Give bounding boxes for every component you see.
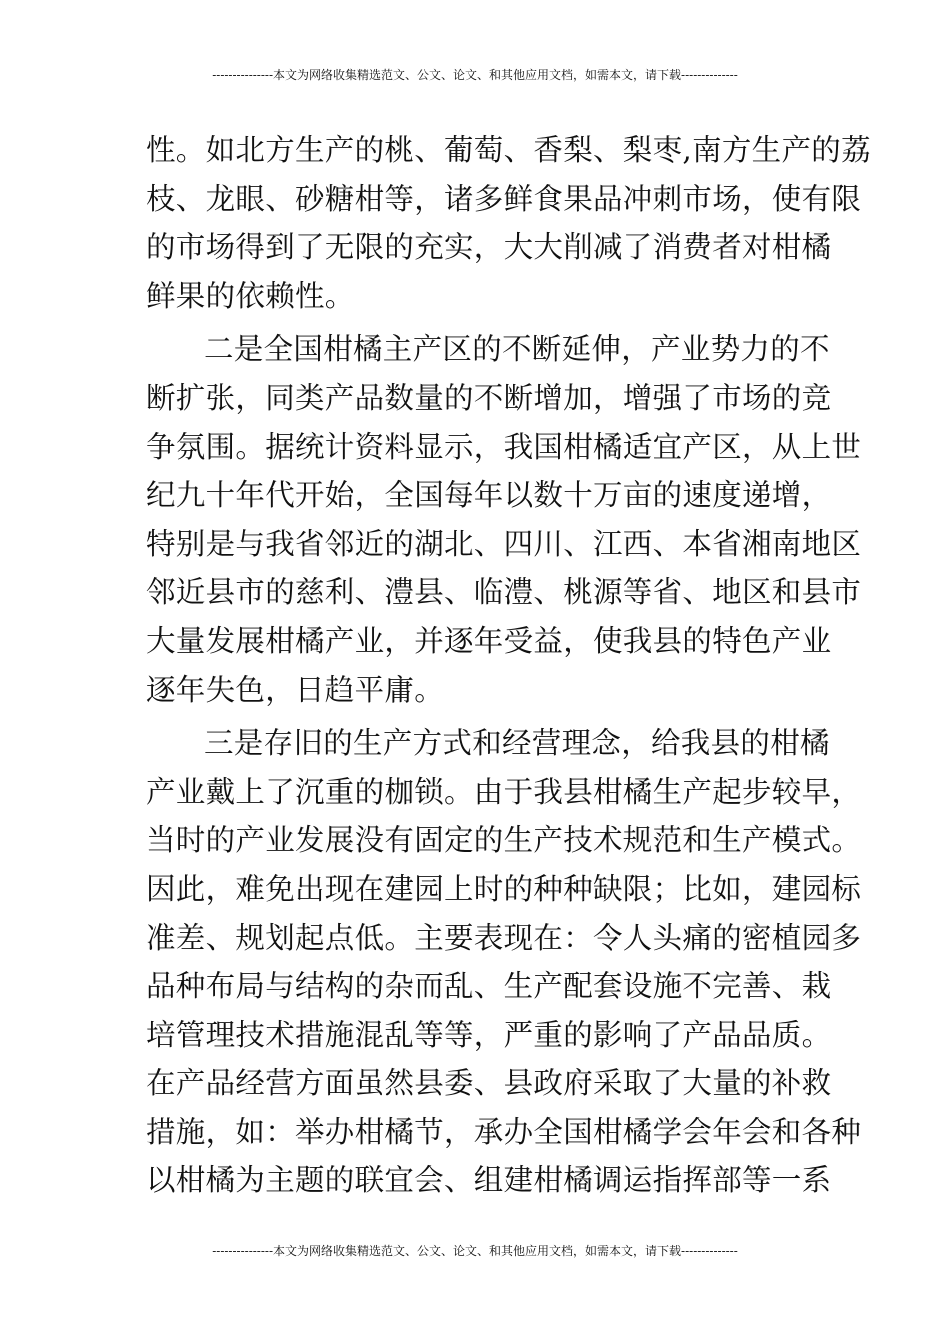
document-body xyxy=(146,126,871,1205)
text-line: 争氛围。据统计资料显示，我国柑橘适宜产区，从上世 xyxy=(146,429,862,464)
text-line: 以柑橘为主题的联宜会、组建柑橘调运指挥部等一系 xyxy=(146,1163,832,1198)
text-line: 培管理技术措施混乱等等，严重的影响了产品品质。 xyxy=(146,1017,832,1052)
text-line: 逐年失色，日趋平庸。 xyxy=(146,672,445,707)
text-line: 大量发展柑橘产业，并逐年受益，使我县的特色产业 xyxy=(146,623,832,658)
footer-banner: ---------------本文为网络收集精选范文、公文、论文、和其他应用文档，如需本文，请下载-------------- xyxy=(212,1244,738,1258)
text-line: 纪九十年代开始，全国每年以数十万亩的速度递增， xyxy=(146,478,832,513)
text-line: 因此，难免出现在建园上时的种种缺限；比如，建园标 xyxy=(146,871,862,906)
text-line: 的市场得到了无限的充实，大大削减了消费者对柑橘 xyxy=(146,230,832,265)
text-line: 枝、龙眼、砂糖柑等，诸多鲜食果品冲刺市场，使有限 xyxy=(146,181,862,216)
text-line: 鲜果的依赖性。 xyxy=(146,278,355,313)
text-line: 二是全国柑橘主产区的不断延伸，产业势力的不 xyxy=(204,332,830,367)
text-line: 特别是与我省邻近的湖北、四川、江西、本省湘南地区 xyxy=(146,526,862,561)
paragraph-3 xyxy=(146,719,862,1205)
text-line: 断扩张，同类产品数量的不断增加，增强了市场的竞 xyxy=(146,380,832,415)
text-line: 措施，如：举办柑橘节，承办全国柑橘学会年会和各种 xyxy=(146,1114,862,1149)
text-line: 产业戴上了沉重的枷锁。由于我县柑橘生产起步较早， xyxy=(146,774,862,809)
text-line: 邻近县市的慈利、澧县、临澧、桃源等省、地区和县市 xyxy=(146,575,862,610)
text-line: 在产品经营方面虽然县委、县政府采取了大量的补救 xyxy=(146,1066,832,1101)
text-line: 准差、规划起点低。主要表现在：令人头痛的密植园多 xyxy=(146,920,862,955)
text-line: 当时的产业发展没有固定的生产技术规范和生产模式。 xyxy=(146,823,862,858)
paragraph-1 xyxy=(146,126,871,320)
paragraph-2 xyxy=(146,325,862,714)
text-line: 三是存旧的生产方式和经营理念，给我县的柑橘 xyxy=(204,726,830,761)
text-line: 品种布局与结构的杂而乱、生产配套设施不完善、栽 xyxy=(146,969,832,1004)
header-banner: ---------------本文为网络收集精选范文、公文、论文、和其他应用文档，如需本文，请下载-------------- xyxy=(212,68,738,82)
text-line: 性。如北方生产的桃、葡萄、香梨、梨枣,南方生产的荔 xyxy=(146,133,871,167)
